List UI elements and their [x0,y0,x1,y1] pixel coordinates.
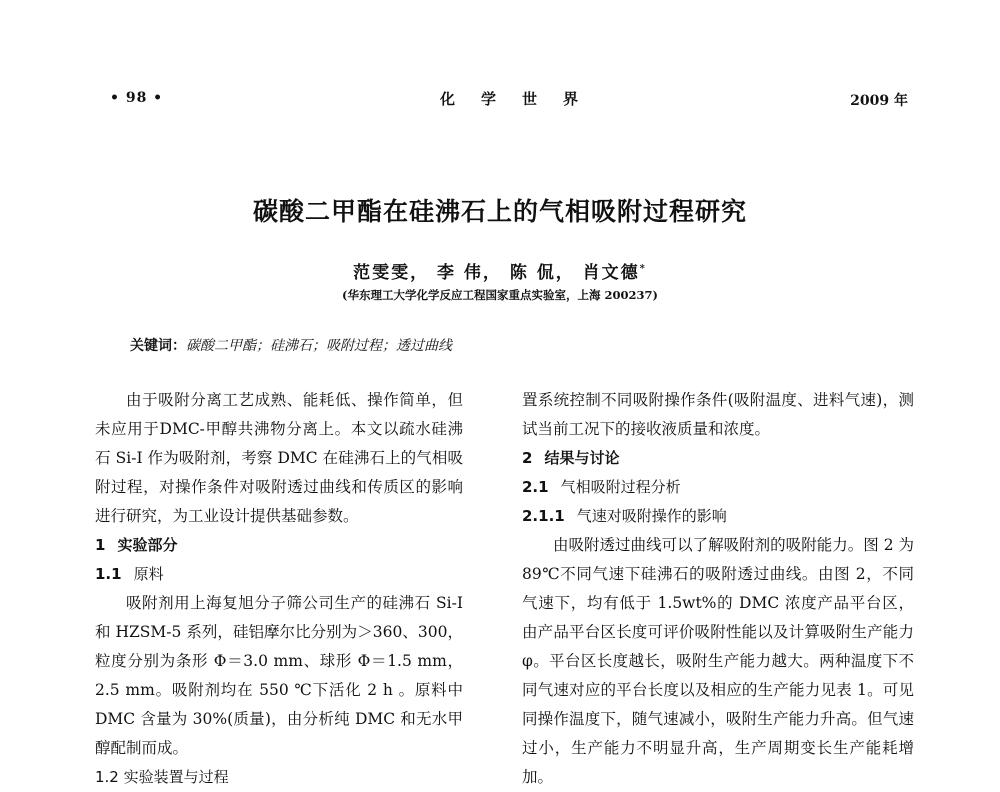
section-heading [95,531,463,560]
section-heading [522,444,914,473]
paper-title: 碳酸二甲酯在硅沸石上的气相吸附过程研究 [252,197,747,226]
subsubsection-number: 2.1.1 [522,507,565,525]
subsection-heading-partial: 1.2 实验装置与过程 [95,768,229,786]
subsection-heading [95,560,463,589]
continued-paragraph: 置系统控制不同吸附操作条件(吸附温度、进料气速)，测试当前工况下的接收液质量和浓度。 [522,391,914,438]
keywords-list: 碳酸二甲酯；硅沸石；吸附过程；透过曲线 [186,338,452,354]
author-list: 范雯雯， 李 伟， 陈 侃， 肖文德 [353,263,640,283]
subsection-title: 气相吸附过程分析 [560,478,681,496]
keywords [130,335,452,355]
subsection-number: 1.1 [95,565,122,583]
subsection-title: 原料 [133,565,164,583]
journal-year: 2009 年 [850,93,908,109]
page-number: • 98 • [110,90,164,106]
body-paragraph: 由吸附透过曲线可以了解吸附剂的吸附能力。图 2 为 89℃不同气速下硅沸石的吸附透过曲线。由图 2，不同气速下，均有低于 1.5wt%的 DMC 浓度产品平台区，由产品平台区长度可评价吸附性能以及计算吸附生产能力 φ。平台区长度越长，吸附生产能力越大。两种温度下不同气速对应的平台长度以及相应的生产能力见表 1。可见同操作温度下，随气速减小，吸附生产能力升高。但气速过小，生产能力不明显升高，生产周期变长生产能耗增加。 [522,536,914,786]
affiliation: (华东理工大学化学反应工程国家重点实验室，上海 200237) [342,288,658,302]
page-header [110,88,908,112]
section-number: 2 [522,449,533,467]
subsection-heading [522,473,914,502]
section-title: 结果与讨论 [544,449,620,467]
corresponding-author-mark: * [639,263,647,275]
authors [0,258,1000,283]
subsection-number: 2.1 [522,478,549,496]
journal-name: 化学世界 [439,90,604,108]
keywords-label: 关键词： [130,338,186,354]
section-number: 1 [95,536,106,554]
left-column [95,386,463,792]
right-column [522,386,914,792]
section-title: 实验部分 [117,536,178,554]
subsubsection-heading [522,502,914,531]
subsubsection-title: 气速对吸附操作的影响 [576,507,727,525]
materials-paragraph: 吸附剂用上海复旭分子筛公司生产的硅沸石 Si-I 和 HZSM-5 系列，硅铝摩尔比分别为＞360、300，粒度分别为条形 Φ＝3.0 mm、球形 Φ＝1.5 mm，2.5 mm。吸附剂均在 550 ℃下活化 2 h 。原料中 DMC 含量为 30%(质量)，由分析纯 DMC 和无水甲醇配制而成。 [95,594,463,757]
intro-paragraph: 由于吸附分离工艺成熟、能耗低、操作简单，但未应用于DMC-甲醇共沸物分离上。本文以疏水硅沸石 Si-I 作为吸附剂，考察 DMC 在硅沸石上的气相吸附过程，对操作条件对吸附透过曲线和传质区的影响进行研究，为工业设计提供基础参数。 [95,391,463,525]
